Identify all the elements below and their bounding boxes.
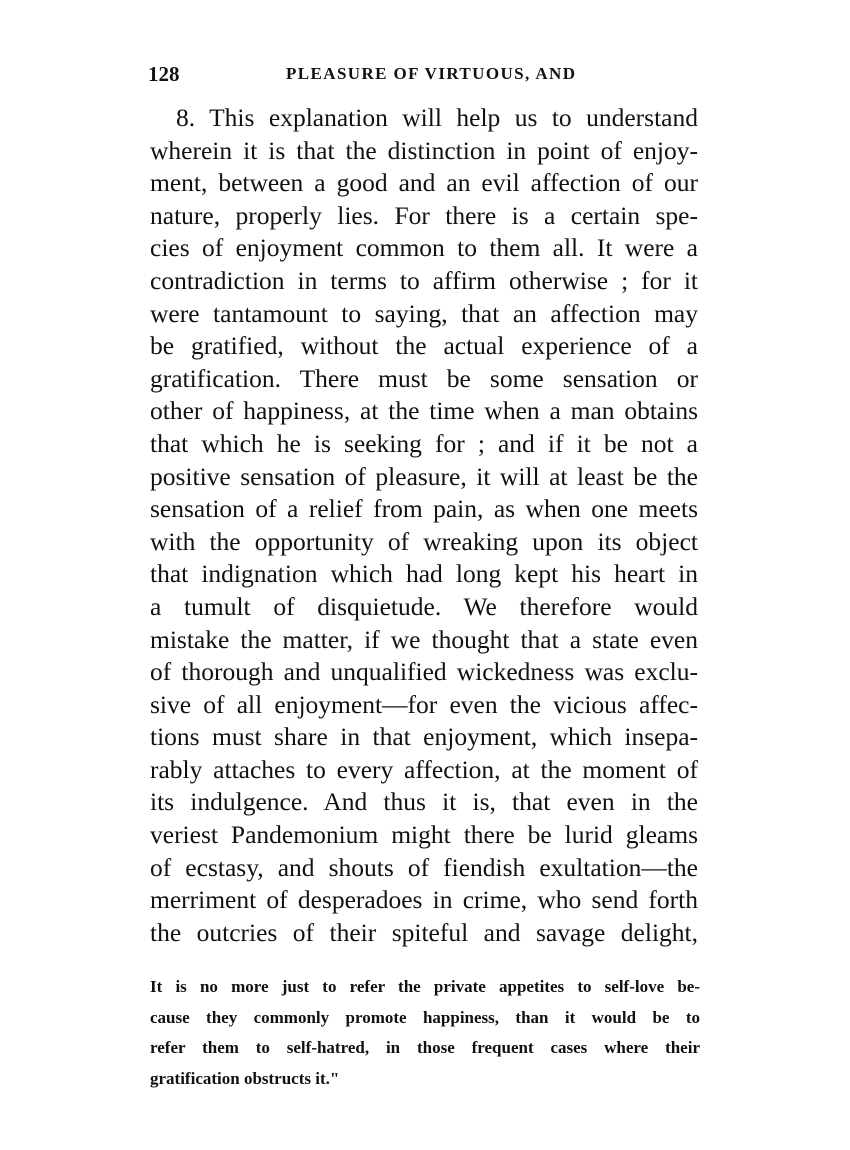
page-number: 128 bbox=[148, 62, 180, 86]
body-line: the outcries of their spiteful and savage delight, bbox=[150, 917, 698, 947]
footnote bbox=[150, 972, 700, 1094]
body-line: a tumult of disquietude. We therefore would bbox=[150, 591, 698, 621]
body-line: contradiction in terms to affirm otherwise ; for it bbox=[150, 265, 698, 295]
body-line: ment, between a good and an evil affection of our bbox=[150, 168, 698, 198]
body-line: positive sensation of pleasure, it will at least be the bbox=[150, 461, 698, 491]
body-line: 8. This explanation will help us to understand bbox=[176, 103, 698, 132]
body-line: merriment of desperadoes in crime, who send forth bbox=[150, 885, 698, 915]
page-header bbox=[148, 62, 700, 88]
body-line: nature, properly lies. For there is a certain spe- bbox=[150, 200, 698, 230]
footnote-line: cause they commonly promote happiness, than it would be to bbox=[150, 1007, 700, 1027]
body-line: wherein it is that the distinction in point of enjoy- bbox=[150, 135, 698, 165]
running-head: PLEASURE OF VIRTUOUS, AND bbox=[286, 64, 577, 83]
body-line: veriest Pandemonium might there be lurid gleams bbox=[150, 820, 698, 850]
body-line: its indulgence. And thus it is, that even in the bbox=[150, 787, 698, 817]
body-line: sensation of a relief from pain, as when one meets bbox=[150, 494, 698, 524]
body-line: gratification. There must be some sensation or bbox=[150, 363, 698, 393]
body-line: rably attaches to every affection, at the moment of bbox=[150, 754, 698, 784]
body-line: be gratified, without the actual experience of a bbox=[150, 331, 698, 361]
body-line: sive of all enjoyment—for even the vicious affec- bbox=[150, 689, 698, 719]
footnote-line: gratification obstructs it." bbox=[150, 1068, 340, 1088]
body-line: cies of enjoyment common to them all. It were a bbox=[150, 233, 698, 263]
body-line: that which he is seeking for ; and if it be not a bbox=[150, 428, 698, 458]
body-text bbox=[150, 102, 698, 949]
body-line: were tantamount to saying, that an affection may bbox=[150, 298, 698, 328]
body-line: mistake the matter, if we thought that a state even bbox=[150, 624, 698, 654]
body-line: that indignation which had long kept his heart in bbox=[150, 559, 698, 589]
body-line: of thorough and unqualified wickedness was exclu- bbox=[150, 657, 698, 687]
footnote-line: refer them to self-hatred, in those frequent cases where their bbox=[150, 1038, 700, 1057]
footnote-line: It is no more just to refer the private appetites to self-love be- bbox=[150, 977, 700, 996]
body-line: with the opportunity of wreaking upon its object bbox=[150, 526, 698, 556]
body-line: tions must share in that enjoyment, which insepa- bbox=[150, 722, 698, 752]
body-line: of ecstasy, and shouts of fiendish exultation—the bbox=[150, 852, 698, 882]
body-line: other of happiness, at the time when a man obtains bbox=[150, 396, 698, 426]
